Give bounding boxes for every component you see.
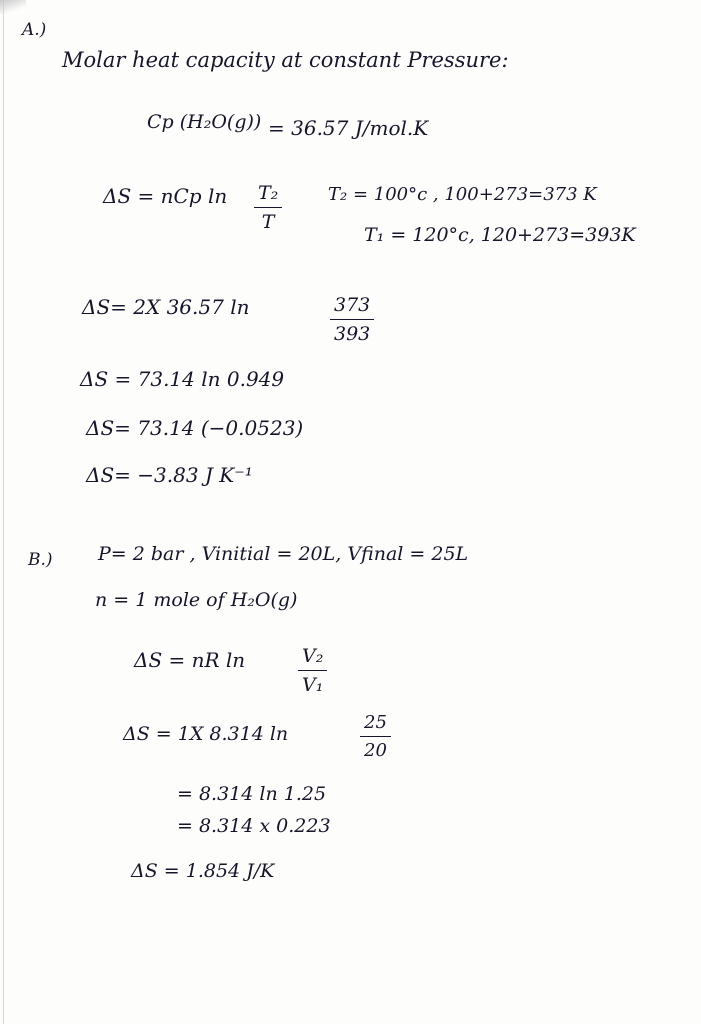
page-corner-shadow (0, 0, 26, 14)
entropy-formula-b-lhs: ΔS = nR ln (134, 648, 246, 672)
temperature-t1-line: T₁ = 120°c, 120+273=393K (364, 224, 636, 246)
entropy-formula-a-numerator: T₂ (254, 184, 282, 208)
entropy-formula-b-denominator: V₁ (302, 674, 324, 696)
entropy-formula-b-numerator: V₂ (298, 647, 327, 671)
entropy-formula-a-denominator: T (261, 211, 275, 233)
part-a-step-1-denominator: 393 (334, 323, 371, 345)
part-a-step-1-numerator: 373 (330, 296, 374, 320)
part-b-moles: n = 1 mole of H₂O(g) (95, 589, 298, 611)
page-edge-line (3, 0, 4, 1024)
part-a-step-2: ΔS = 73.14 ln 0.949 (80, 367, 285, 391)
part-a-step-1-fraction (330, 296, 374, 344)
part-a-heading: Molar heat capacity at constant Pressure: (62, 48, 509, 72)
entropy-formula-a-lhs: ΔS = nCp ln (103, 184, 228, 208)
entropy-formula-a-fraction (254, 184, 282, 232)
part-b-step-1-fraction (360, 714, 391, 760)
part-a-result: ΔS= −3.83 J K⁻¹ (86, 463, 253, 487)
entropy-formula-b-fraction (298, 647, 327, 695)
temperature-t2-line: T₂ = 100°c , 100+273=373 K (328, 184, 597, 205)
cp-lhs: Cp (H₂O(g)) (147, 111, 262, 133)
part-b-step-2: = 8.314 ln 1.25 (177, 783, 327, 805)
part-b-label: B.) (28, 550, 53, 570)
part-a-label: A.) (22, 20, 47, 40)
part-b-step-3: = 8.314 x 0.223 (177, 815, 331, 837)
part-a-step-3: ΔS= 73.14 (−0.0523) (86, 416, 304, 440)
part-b-step-1-lhs: ΔS = 1X 8.314 ln (123, 723, 289, 745)
cp-rhs: = 36.57 J/mol.K (268, 116, 429, 140)
part-b-result: ΔS = 1.854 J/K (131, 860, 275, 882)
part-a-step-1-lhs: ΔS= 2X 36.57 ln (82, 295, 250, 319)
part-b-step-1-denominator: 20 (364, 740, 387, 761)
part-b-step-1-numerator: 25 (360, 714, 391, 737)
part-b-given-conditions: P= 2 bar , Vinitial = 20L, Vfinal = 25L (98, 543, 469, 565)
